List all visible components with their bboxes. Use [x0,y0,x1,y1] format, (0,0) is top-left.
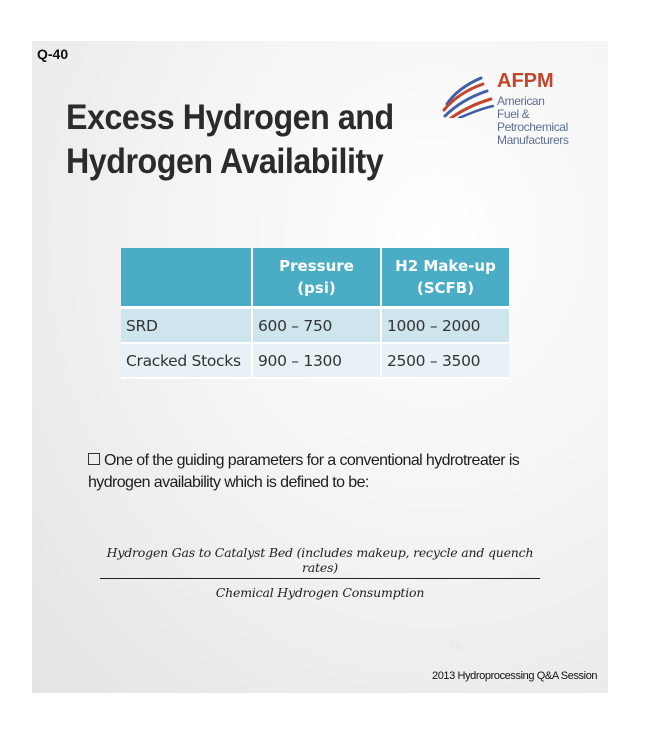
logo-sub-line-1: American [497,94,545,108]
table-row [121,343,509,378]
hydrogen-table [121,248,509,379]
logo-subtitle [497,95,601,147]
table-header-row [121,248,509,308]
table-header-line: Pressure [279,257,354,275]
formula-numerator: Hydrogen Gas to Catalyst Bed (includes makeup, recycle and quench rates) [100,545,540,579]
table-header-line: H2 Make-up [395,257,496,275]
logo-name: AFPM [497,70,554,92]
table-header-line: (SCFB) [416,279,475,297]
title-line-1: Excess Hydrogen and [66,98,394,137]
footer-text: 2013 Hydroprocessing Q&A Session [432,670,598,682]
bullet-point [88,450,538,494]
table-cell: 1000 – 2000 [381,308,509,344]
logo-sub-line-2: Fuel & Petrochemical [497,107,568,134]
table-row [121,308,509,344]
table-cell: SRD [121,308,252,344]
table-cell: 600 – 750 [252,308,381,344]
table-header-h2-makeup [381,248,509,308]
formula-denominator: Chemical Hydrogen Consumption [215,585,425,600]
flag-swoosh-icon [441,74,495,118]
afpm-logo [441,70,601,160]
checkbox-icon [88,453,100,465]
table-header-pressure [252,248,381,308]
bullet-text: One of the guiding parameters for a conventional hydrotreater is hydrogen availability which is defined to be: [88,452,520,491]
slide-title [66,96,397,184]
table-cell: 900 – 1300 [252,343,381,378]
page-number: 76 [448,640,462,654]
title-line-2: Hydrogen Availability [66,142,384,181]
question-label: Q-40 [37,46,69,62]
table-cell: Cracked Stocks [121,343,252,378]
logo-sub-line-3: Manufacturers [497,133,569,147]
table-cell: 2500 – 3500 [381,343,509,378]
availability-formula [100,545,540,600]
table-header-cell [121,248,252,308]
table-header-line: (psi) [297,279,336,297]
